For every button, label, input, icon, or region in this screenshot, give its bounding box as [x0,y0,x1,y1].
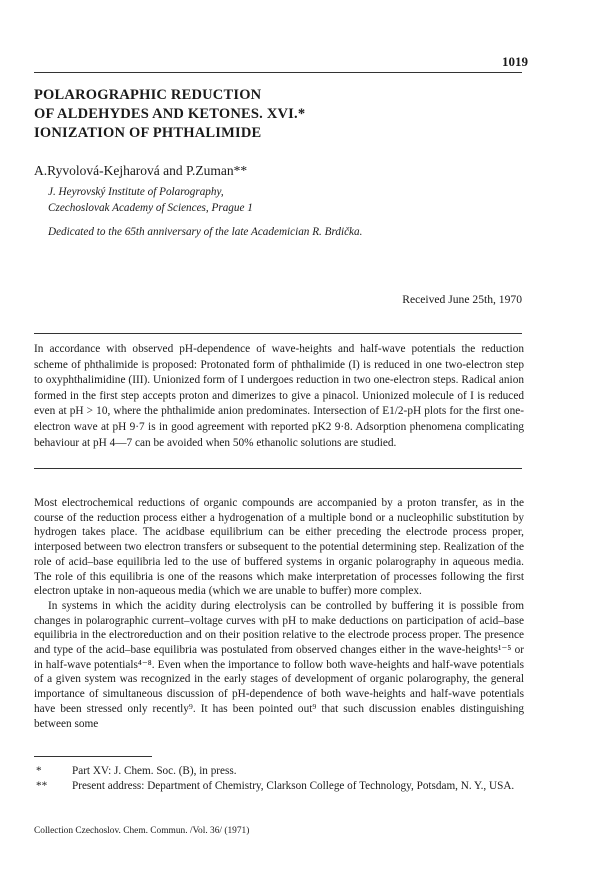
footnote [34,764,524,779]
abstract-top-rule [34,333,522,334]
title-line: IONIZATION OF PHTHALIMIDE [34,125,262,141]
header-rule [34,72,522,73]
abstract-bottom-rule [34,468,522,469]
dedication: Dedicated to the 65th anniversary of the late Academician R. Brdička. [48,226,363,238]
journal-footer: Collection Czechoslov. Chem. Commun. /Vol. 36/ (1971) [34,826,250,836]
footnote-mark: ** [36,780,48,792]
authors: A.Ryvolová-Kejharová and P.Zuman** [34,163,248,178]
affiliation-line: J. Heyrovský Institute of Polarography, [48,186,224,198]
footnote-text: Present address: Department of Chemistry, Clarkson College of Technology, Potsdam, N. Y., USA. [72,780,515,792]
body-text [34,496,524,731]
title-line: POLAROGRAPHIC REDUCTION [34,87,262,103]
footnote-rule [34,756,152,757]
article-title [34,86,524,143]
title-line: OF ALDEHYDES AND KETONES. XVI.* [34,106,306,122]
body-paragraph: Most electrochemical reductions of organic compounds are accompanied by a proton transfer, as in the course of the reduction process either a hydrogenation of a multiple bond or a nucleophilic substitution by hydrogen takes place. The acidbase equilibrium can be either preceding the electrode process proper, interposed between two electron transfers or subsequent to the potential determining step. Realization of the role of acid–base equilibria led to the use of buffered systems in organic polarography in aqueous media. The role of this equilibria is one of the reasons which make interpretation of processes following the first electron uptake in non-aqueous media (which we are unable to buffer) more complex. [34,497,524,598]
affiliation [48,184,253,216]
received-date: Received June 25th, 1970 [402,293,522,306]
affiliation-line: Czechoslovak Academy of Sciences, Prague 1 [48,202,253,214]
abstract: In accordance with observed pH-dependence of wave-heights and half-wave potentials the reduction scheme of phthalimide is proposed: Protonated form of phthalimide (I) is reduced in one two-electron step to oxyphthalimidine (III). Unionized form of I undergoes reduction in two one-electron steps. Radical anion formed in the first step accepts proton and dimerizes to give a pinacol. Unionized molecule of I is reduced even at pH > 10, where the phthalimide anion predominates. Intersection of E1/2-pH plots for the first one-electron wave at pH 9·7 is in good agreement with reported pK2 9·8. Adsorption phenomena complicating behaviour at pH 4—7 can be avoided when 50% ethanolic solutions are studied. [34,343,524,449]
page-number: 1019 [502,54,528,69]
footnote-text: Part XV: J. Chem. Soc. (B), in press. [72,765,237,777]
footnote-mark: * [36,765,42,777]
body-paragraph: In systems in which the acidity during electrolysis can be controlled by buffering it is possible from changes in polarographic current–voltage curves with pH to make deductions on participation of acid–base equilibria in the electroreduction and on their position relative to the electrode process proper. The presence and type of the acid–base equilibria was postulated from observed changes either in the wave-heights¹⁻⁵ or in half-wave potentials⁴⁻⁸. Even when the importance to follow both wave-heights and half-wave potentials of a given system was recognized in the early stages of development of organic polarography, the general importance of simultaneous discussion of pH-dependence of both wave-heights and half-wave potentials have been stressed only recently⁹. It has been pointed out⁹ that such discussion enables distinguishing between some [34,599,524,730]
footnotes [34,764,524,794]
footnote [34,779,524,794]
